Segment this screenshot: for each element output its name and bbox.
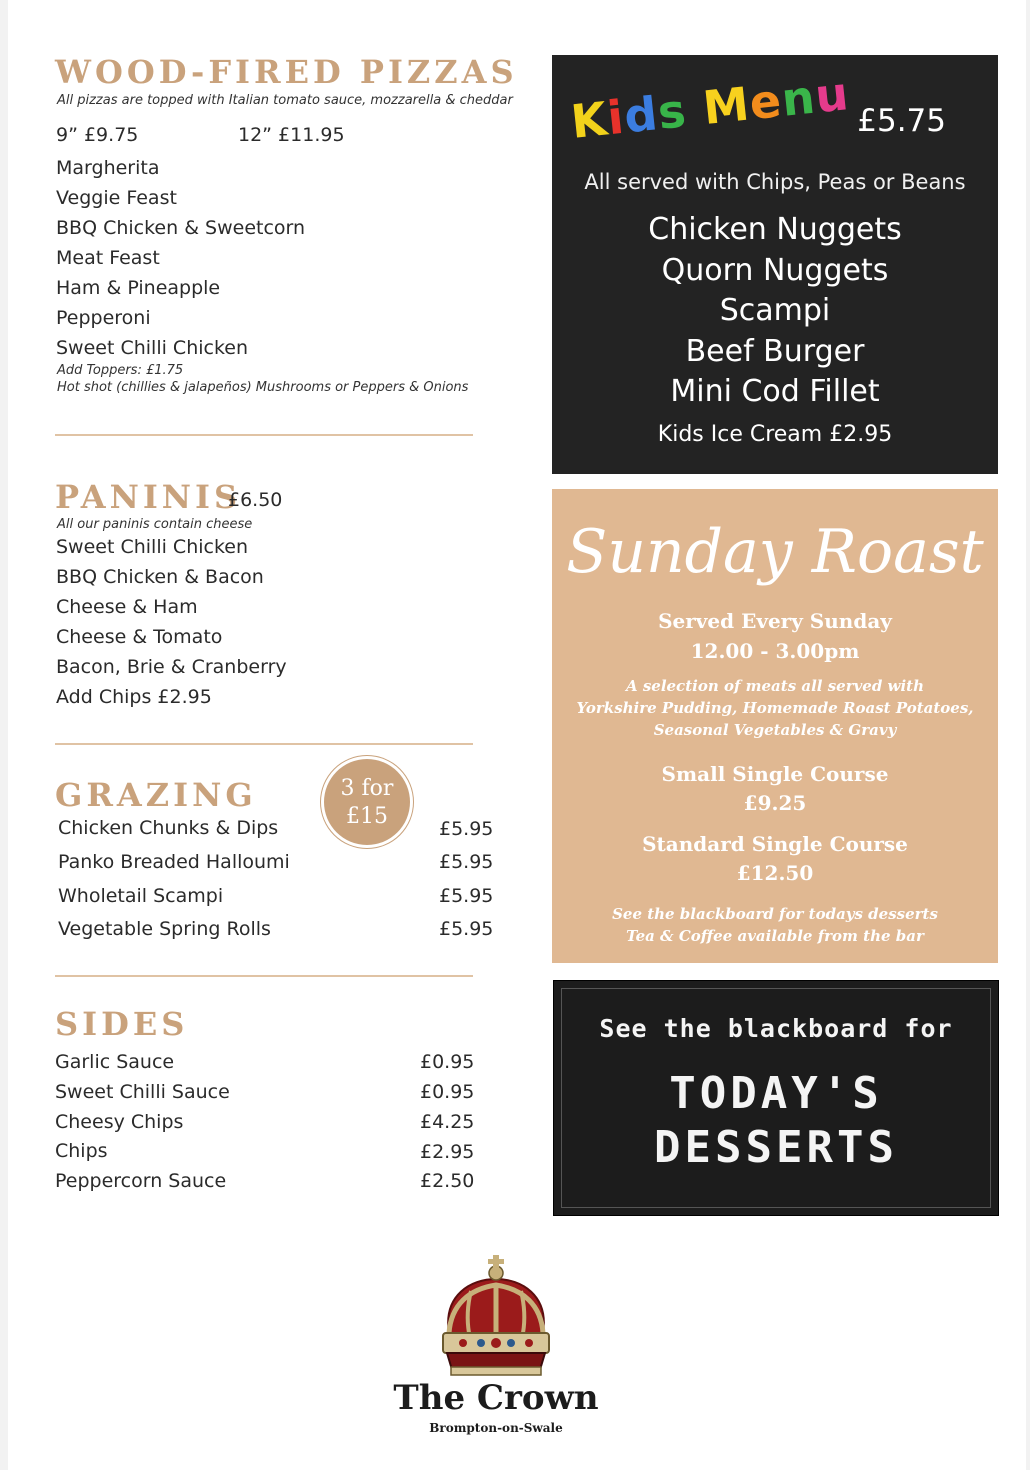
side-item-price: £4.25 xyxy=(420,1111,475,1133)
side-item-name: Garlic Sauce xyxy=(55,1051,175,1073)
menu-page xyxy=(8,0,1026,1470)
kids-menu-list xyxy=(552,210,998,413)
list-item: Ham & Pineapple xyxy=(56,277,221,299)
list-item: Cheese & Tomato xyxy=(56,626,223,648)
standard-course-price: £12.50 xyxy=(736,861,814,885)
standard-course-label: Standard Single Course xyxy=(642,832,908,856)
kids-ice-cream: Kids Ice Cream £2.95 xyxy=(657,422,893,447)
divider xyxy=(55,434,473,436)
kids-menu-panel xyxy=(552,55,998,474)
list-item: Margherita xyxy=(56,157,160,179)
kids-title-letter: s xyxy=(655,83,690,140)
list-item: Sweet Chilli Chicken xyxy=(56,536,249,558)
list-item: Meat Feast xyxy=(56,247,160,269)
grazing-item-price: £5.95 xyxy=(439,885,494,907)
kids-title-letter: i xyxy=(604,89,628,146)
list-item: Sweet Chilli Chicken xyxy=(56,337,249,359)
list-item: BBQ Chicken & Sweetcorn xyxy=(56,217,306,239)
sunday-footer-2: Tea & Coffee available from the bar xyxy=(626,927,924,945)
panini-list xyxy=(56,532,287,712)
sunday-roast-panel xyxy=(552,489,998,963)
side-item-name: Sweet Chilli Sauce xyxy=(55,1081,230,1103)
sunday-footer-1: See the blackboard for todays desserts xyxy=(612,905,938,923)
divider xyxy=(55,743,473,745)
sunday-served: Served Every Sunday xyxy=(658,609,892,633)
blackboard-line-3: DESSERTS xyxy=(654,1122,898,1173)
pizza-list xyxy=(56,153,305,363)
list-item: BBQ Chicken & Bacon xyxy=(56,566,264,588)
kids-title-letter: M xyxy=(700,76,753,136)
paninis-title: PANINIS xyxy=(55,478,242,516)
grazing-item-name: Wholetail Scampi xyxy=(58,885,224,907)
kids-title-letter: n xyxy=(778,69,819,127)
small-course-label: Small Single Course xyxy=(661,762,889,786)
small-course-price: £9.25 xyxy=(743,791,807,815)
sunday-desc-1: A selection of meats all served with xyxy=(625,677,925,695)
toppers-list: Hot shot (chillies & jalapeños) Mushrooms or Peppers & Onions xyxy=(57,380,469,395)
list-item: Beef Burger xyxy=(685,333,865,369)
kids-title-letter: u xyxy=(812,66,852,124)
sides-title: SIDES xyxy=(55,1005,189,1043)
paninis-price: £6.50 xyxy=(228,489,283,511)
side-item-price: £2.95 xyxy=(420,1141,475,1163)
grazing-title: GRAZING xyxy=(55,776,257,814)
pizzas-title: WOOD-FIRED PIZZAS xyxy=(55,53,518,91)
logo-name: The Crown xyxy=(393,1378,599,1418)
pizza-size-large: 12” £11.95 xyxy=(238,124,345,146)
badge-line-1: 3 for xyxy=(340,776,394,801)
pizza-size-small: 9” £9.75 xyxy=(56,124,139,146)
list-item: Chicken Nuggets xyxy=(648,212,902,247)
side-item-price: £0.95 xyxy=(420,1051,475,1073)
side-item-price: £0.95 xyxy=(420,1081,475,1103)
side-item-name: Peppercorn Sauce xyxy=(55,1170,227,1192)
side-item-name: Cheesy Chips xyxy=(55,1111,184,1133)
list-item: Add Chips £2.95 xyxy=(56,686,212,708)
grazing-item-name: Panko Breaded Halloumi xyxy=(58,851,290,873)
pizzas-note: All pizzas are topped with Italian tomato sauce, mozzarella & cheddar xyxy=(57,93,513,108)
grazing-item-name: Chicken Chunks & Dips xyxy=(58,817,279,839)
sunday-roast-title: Sunday Roast xyxy=(566,517,984,587)
list-item: Scampi xyxy=(719,293,831,328)
kids-title-letter: K xyxy=(568,91,611,149)
badge-line-2: £15 xyxy=(346,804,388,829)
divider xyxy=(55,975,473,977)
blackboard-line-2: TODAY'S xyxy=(669,1068,883,1119)
grazing-item-price: £5.95 xyxy=(439,818,494,840)
three-for-badge xyxy=(321,756,413,848)
kids-menu-title xyxy=(568,66,851,149)
list-item: Cheese & Ham xyxy=(56,596,198,618)
list-item: Veggie Feast xyxy=(56,187,177,209)
crown-icon xyxy=(421,1255,571,1380)
sunday-desc-3: Seasonal Vegetables & Gravy xyxy=(653,721,897,739)
paninis-note: All our paninis contain cheese xyxy=(57,517,253,532)
list-item: Bacon, Brie & Cranberry xyxy=(56,656,287,678)
grazing-item-price: £5.95 xyxy=(439,851,494,873)
desserts-blackboard xyxy=(553,980,999,1216)
side-item-name: Chips xyxy=(55,1140,108,1162)
toppers-label: Add Toppers: £1.75 xyxy=(57,363,184,378)
blackboard-line-1: See the blackboard for xyxy=(599,1014,953,1043)
grazing-item-name: Vegetable Spring Rolls xyxy=(58,918,271,940)
kids-menu-subtitle: All served with Chips, Peas or Beans xyxy=(584,170,966,194)
list-item: Mini Cod Fillet xyxy=(670,374,880,409)
list-item: Pepperoni xyxy=(56,307,151,329)
kids-title-letter: d xyxy=(621,86,661,144)
sunday-desc-2: Yorkshire Pudding, Homemade Roast Potatoes, xyxy=(576,699,974,717)
kids-title-letter: e xyxy=(746,73,785,131)
kids-menu-price: £5.75 xyxy=(857,103,946,139)
sunday-time: 12.00 - 3.00pm xyxy=(690,639,860,663)
list-item: Quorn Nuggets xyxy=(661,252,889,288)
side-item-price: £2.50 xyxy=(420,1170,475,1192)
logo-place: Brompton-on-Swale xyxy=(429,1421,563,1435)
grazing-item-price: £5.95 xyxy=(439,918,494,940)
